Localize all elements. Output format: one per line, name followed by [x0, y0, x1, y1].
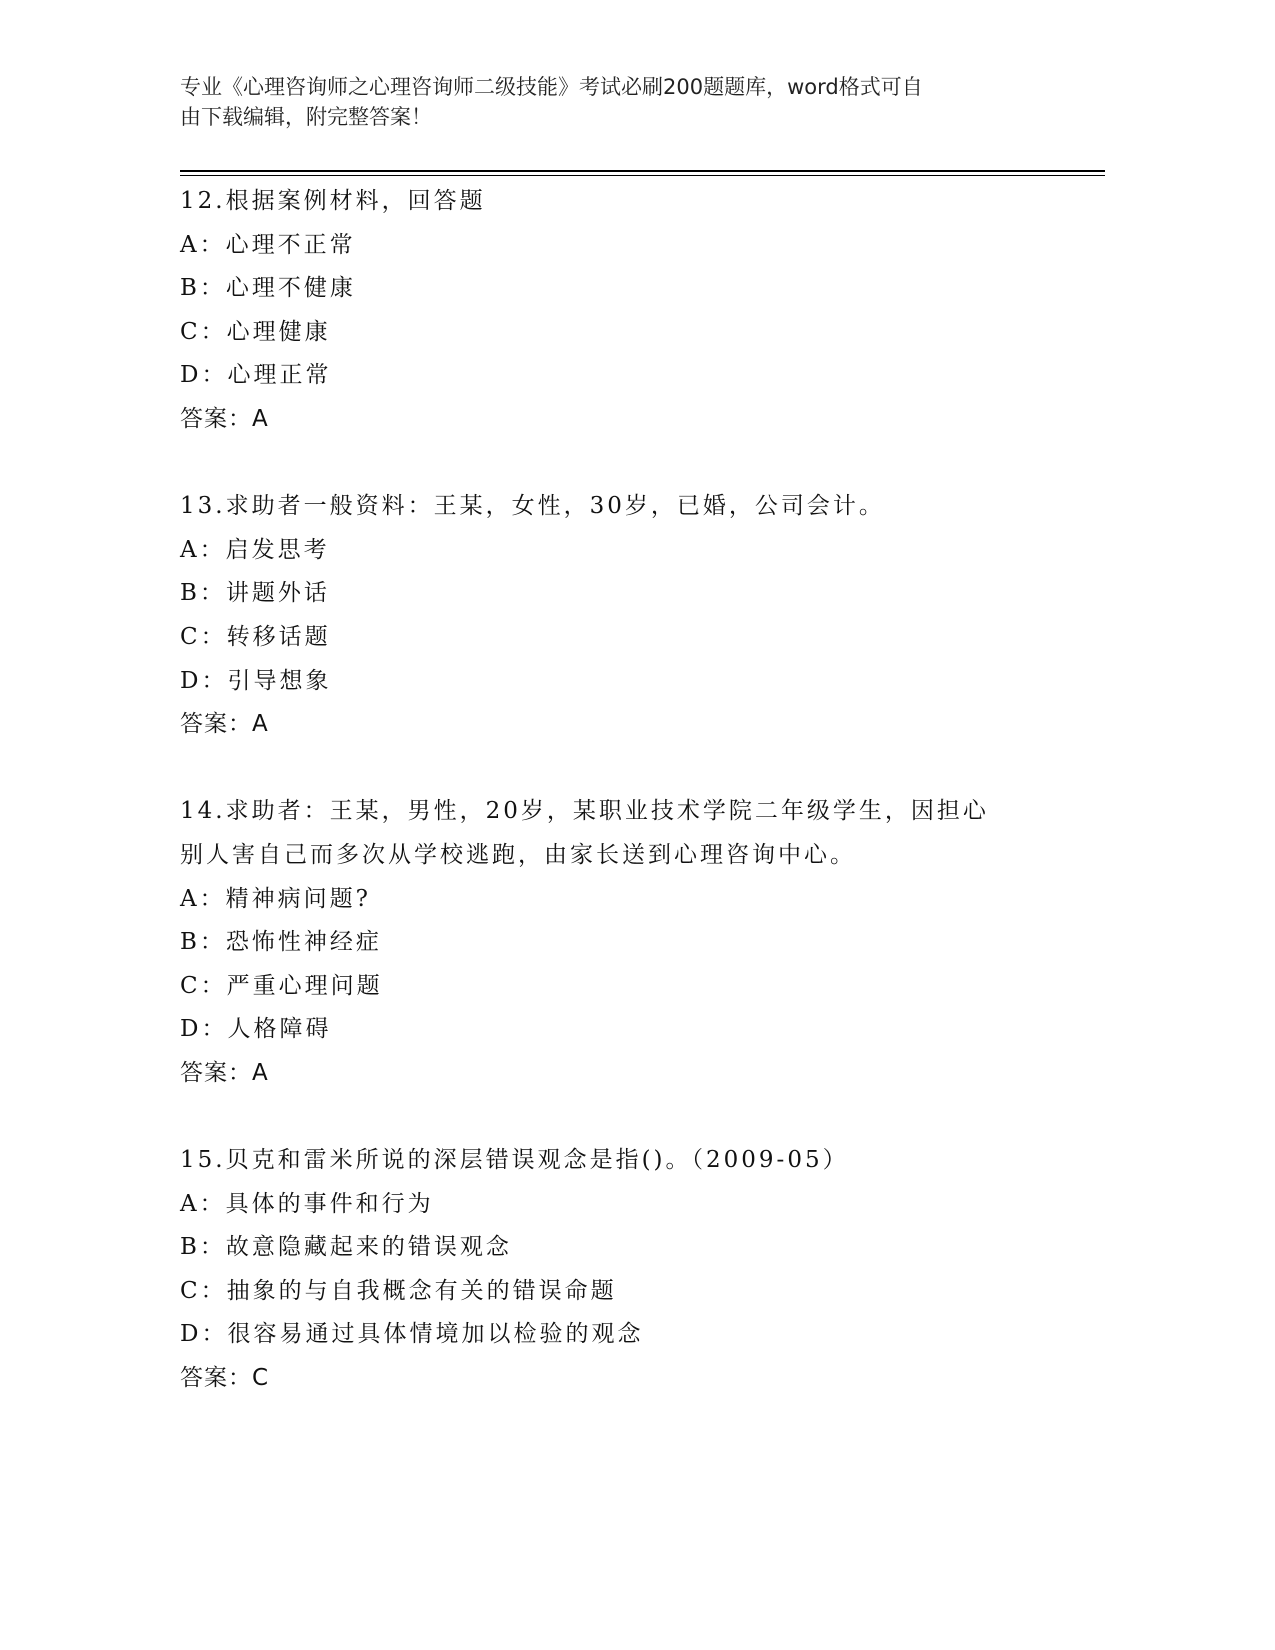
- answer-option: A：具体的事件和行为: [180, 1190, 434, 1217]
- correct-answer: 答案：A: [180, 711, 269, 738]
- header-divider-thick: [180, 170, 1105, 172]
- header-divider-thin: [180, 175, 1105, 176]
- question-stem: 12.根据案例材料，回答题: [180, 188, 486, 214]
- answer-option: A：心理不正常: [180, 231, 356, 258]
- answer-option: D：人格障碍: [180, 1016, 332, 1043]
- answer-option: C：严重心理问题: [180, 972, 383, 999]
- question-block: [180, 790, 1060, 1095]
- question-block: [180, 485, 1060, 747]
- answer-option: A：启发思考: [180, 536, 330, 563]
- correct-answer: 答案：C: [180, 1365, 270, 1392]
- answer-option: C：心理健康: [180, 318, 331, 345]
- answer-option: B：恐怖性神经症: [180, 929, 382, 956]
- answer-option: D：心理正常: [180, 362, 332, 389]
- correct-answer: 答案：A: [180, 1059, 269, 1086]
- header-line: 由下载编辑，附完整答案！: [180, 105, 432, 129]
- document-header: [180, 72, 1040, 132]
- question-list: [180, 180, 1060, 1444]
- answer-option: D：很容易通过具体情境加以检验的观念: [180, 1321, 644, 1348]
- answer-option: B：心理不健康: [180, 275, 356, 302]
- question-block: [180, 1139, 1060, 1401]
- answer-option: D：引导想象: [180, 667, 332, 694]
- question-block: [180, 180, 1060, 442]
- question-stem: 13.求助者一般资料：王某，女性，30岁，已婚，公司会计。: [180, 493, 885, 520]
- answer-option: A：精神病问题?: [180, 885, 371, 912]
- question-stem: 15.贝克和雷米所说的深层错误观念是指()。（2009-05）: [180, 1147, 849, 1174]
- answer-option: C：抽象的与自我概念有关的错误命题: [180, 1277, 617, 1304]
- answer-option: C：转移话题: [180, 623, 331, 650]
- answer-option: B：故意隐藏起来的错误观念: [180, 1234, 512, 1261]
- correct-answer: 答案：A: [180, 405, 269, 432]
- question-stem: 14.求助者：王某，男性，20岁，某职业技术学院二年级学生，因担心: [180, 798, 989, 825]
- question-stem: 别人害自己而多次从学校逃跑，由家长送到心理咨询中心。: [180, 841, 856, 868]
- answer-option: B：讲题外话: [180, 580, 330, 607]
- header-line: 专业《心理咨询师之心理咨询师二级技能》考试必刷200题题库，word格式可自: [180, 75, 923, 99]
